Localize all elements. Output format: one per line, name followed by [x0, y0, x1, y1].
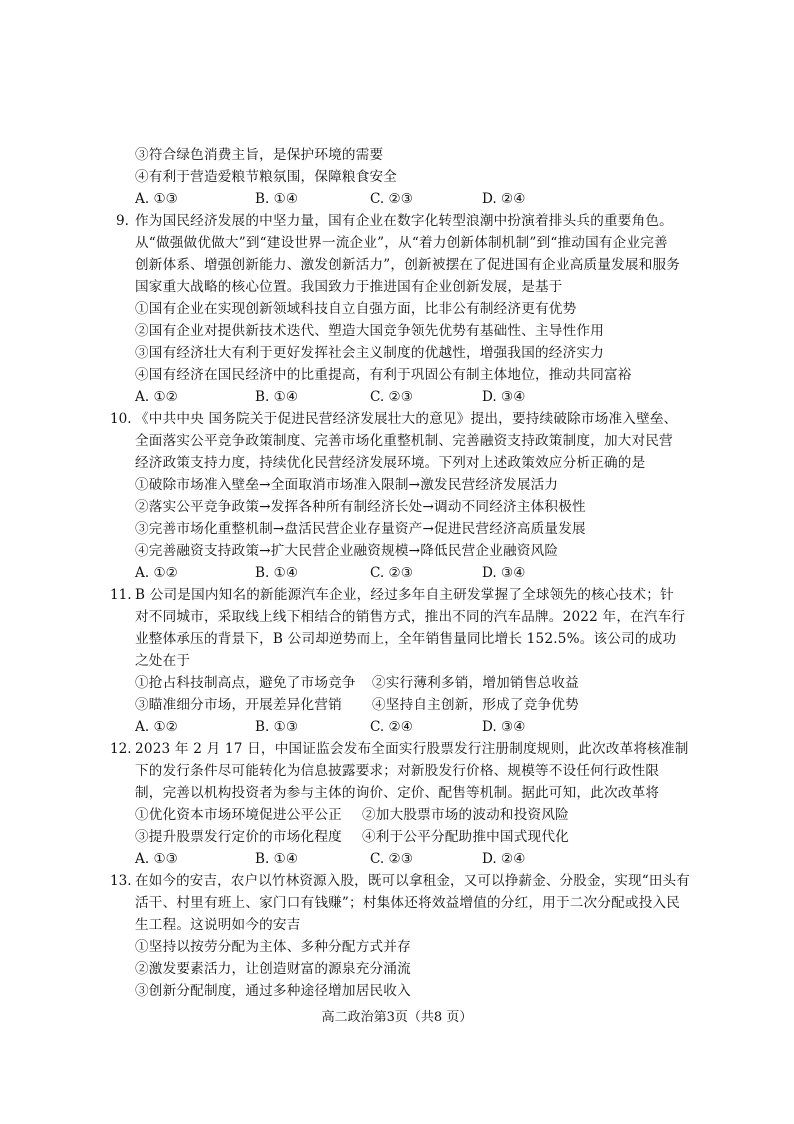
q10-item-4: ④完善融资支持政策→扩大民营企业融资规模→降低民营企业融资风险 [135, 543, 559, 559]
q10-stem-1: 《中共中央 国务院关于促进民营经济发展壮大的意见》提出，要持续破除市场准入壁垒、 [135, 411, 678, 427]
q13-stem-2: 活干、村里有班上、家门口有钱赚”；村集体还将效益增值的分红，用于二次分配或投入民 [135, 895, 681, 911]
q12-item-1: ①优化资本市场环境促进公平公正 [135, 807, 342, 823]
q11-stem-3: 业整体承压的背景下，B 公司却逆势而上，全年销售量同比增长 152.5%。该公司的成功 [135, 631, 677, 647]
q11-option-c: C. ②④ [370, 719, 413, 735]
q9-number: 9. [116, 213, 129, 229]
q13-number: 13. [110, 873, 132, 889]
q10-item-2: ②落实公平竞争政策→发挥各种所有制经济长处→调动不同经济主体积极性 [135, 499, 586, 515]
q10-number: 10. [110, 411, 132, 427]
q13-item-3: ③创新分配制度，通过多种途径增加居民收入 [135, 983, 411, 999]
q9-item-3: ③国有经济壮大有利于更好发挥社会主义制度的优越性，增强我国的经济实力 [135, 345, 604, 361]
q9-item-4: ④国有经济在国民经济中的比重提高，有利于巩固公有制主体地位，推动共同富裕 [135, 367, 632, 383]
q9-stem-4: 国家重大战略的核心位置。我国致力于推进国有企业创新发展，是基于 [135, 279, 563, 295]
q9-option-b: B. ①④ [255, 389, 299, 405]
q12-option-c: C. ②③ [370, 851, 413, 867]
q11-option-b: B. ①③ [255, 719, 299, 735]
q13-stem-3: 生工程。这说明如今的安吉 [135, 917, 301, 933]
q12-item-3: ③提升股票发行定价的市场化程度 [135, 829, 342, 845]
q12-stem-1: 2023 年 2 月 17 日，中国证监会发布全面实行股票发行注册制度规则，此次改革将核准制 [135, 741, 689, 757]
prev-option-b: B. ①④ [255, 191, 299, 207]
q13-stem-1: 在如今的安吉，农户以竹林资源入股，既可以拿租金，又可以挣薪金、分股金，实现“田头有 [135, 873, 690, 889]
q9-option-d: D. ③④ [482, 389, 526, 405]
q9-option-c: C. ②③ [370, 389, 413, 405]
q11-option-a: A. ①② [135, 719, 178, 735]
q12-stem-2: 下的发行条件尽可能转化为信息披露要求；对新股发行价格、规模等不设任何行政性限 [135, 763, 660, 779]
q12-stem-3: 制，完善以机构投资者为参与主体的询价、定价、配售等机制。据此可知，此次改革将 [135, 785, 660, 801]
q9-option-a: A. ①② [135, 389, 178, 405]
q10-item-3: ③完善市场化重整机制→盘活民营企业存量资产→促进民营经济高质量发展 [135, 521, 586, 537]
q12-option-d: D. ②④ [482, 851, 526, 867]
q9-stem-1: 作为国民经济发展的中坚力量，国有企业在数字化转型浪潮中扮演着排头兵的重要角色。 [135, 213, 673, 229]
q11-stem-1: B 公司是国内知名的新能源汽车企业，经过多年自主研发掌握了全球领先的核心技术；针 [135, 587, 674, 603]
q10-stem-3: 经济政策支持力度，持续优化民营经济发展环境。下列对上述政策效应分析正确的是 [135, 455, 646, 471]
q13-item-2: ②激发要素活力，让创造财富的源泉充分涌流 [135, 961, 411, 977]
q13-item-1: ①坚持以按劳分配为主体、多种分配方式并存 [135, 939, 411, 955]
q11-item-3: ③瞄准细分市场，开展差异化营销 [135, 697, 342, 713]
prev-option-d: D. ②④ [482, 191, 526, 207]
q12-option-b: B. ①④ [255, 851, 299, 867]
q12-number: 12. [110, 741, 132, 757]
q10-stem-2: 全面落实公平竞争政策制度、完善市场化重整机制、完善融资支持政策制度，加大对民营 [135, 433, 673, 449]
q9-item-1: ①国有企业在实现创新领域科技自立自强方面，比非公有制经济更有优势 [135, 301, 577, 317]
prev-option-a: A. ①③ [135, 191, 178, 207]
q11-item-4: ④坚持自主创新，形成了竞争优势 [372, 697, 579, 713]
q9-item-2: ②国有企业对提供新技术迭代、塑造大国竞争领先优势有基础性、主导性作用 [135, 323, 604, 339]
q11-number: 11. [110, 587, 132, 603]
q10-option-b: B. ①④ [255, 565, 299, 581]
q11-item-1: ①抢占科技制高点，避免了市场竞争 [135, 675, 356, 691]
q10-option-a: A. ①② [135, 565, 178, 581]
q10-item-1: ①破除市场准入壁垒→全面取消市场准入限制→激发民营经济发展活力 [135, 477, 559, 493]
q11-stem-2: 对不同城市，采取线上线下相结合的销售方式，推出不同的汽车品牌。2022 年，在汽车行 [135, 609, 686, 625]
q12-item-4: ④利于公平分配助推中国式现代化 [362, 829, 569, 845]
q9-stem-2: 从“做强做优做大”到“建设世界一流企业”，从“着力创新体制机制”到“推动国有企业完善 [135, 235, 668, 251]
q10-option-c: C. ②③ [370, 565, 413, 581]
q9-stem-3: 创新体系、增强创新能力、激发创新活力”，创新被摆在了促进国有企业高质量发展和服务 [135, 257, 681, 273]
prev-item-3: ③符合绿色消费主旨，是保护环境的需要 [135, 147, 384, 163]
prev-option-c: C. ②③ [370, 191, 413, 207]
page-footer: 高二政治第3页（共8 页） [321, 1010, 473, 1025]
q11-option-d: D. ③④ [482, 719, 526, 735]
q10-option-d: D. ③④ [482, 565, 526, 581]
q11-stem-4: 之处在于 [135, 653, 191, 669]
q11-item-2: ②实行薄利多销，增加销售总收益 [372, 675, 579, 691]
q12-option-a: A. ①③ [135, 851, 178, 867]
q12-item-2: ②加大股票市场的波动和投资风险 [362, 807, 569, 823]
prev-item-4: ④有利于营造爱粮节粮氛围，保障粮食安全 [135, 169, 398, 185]
